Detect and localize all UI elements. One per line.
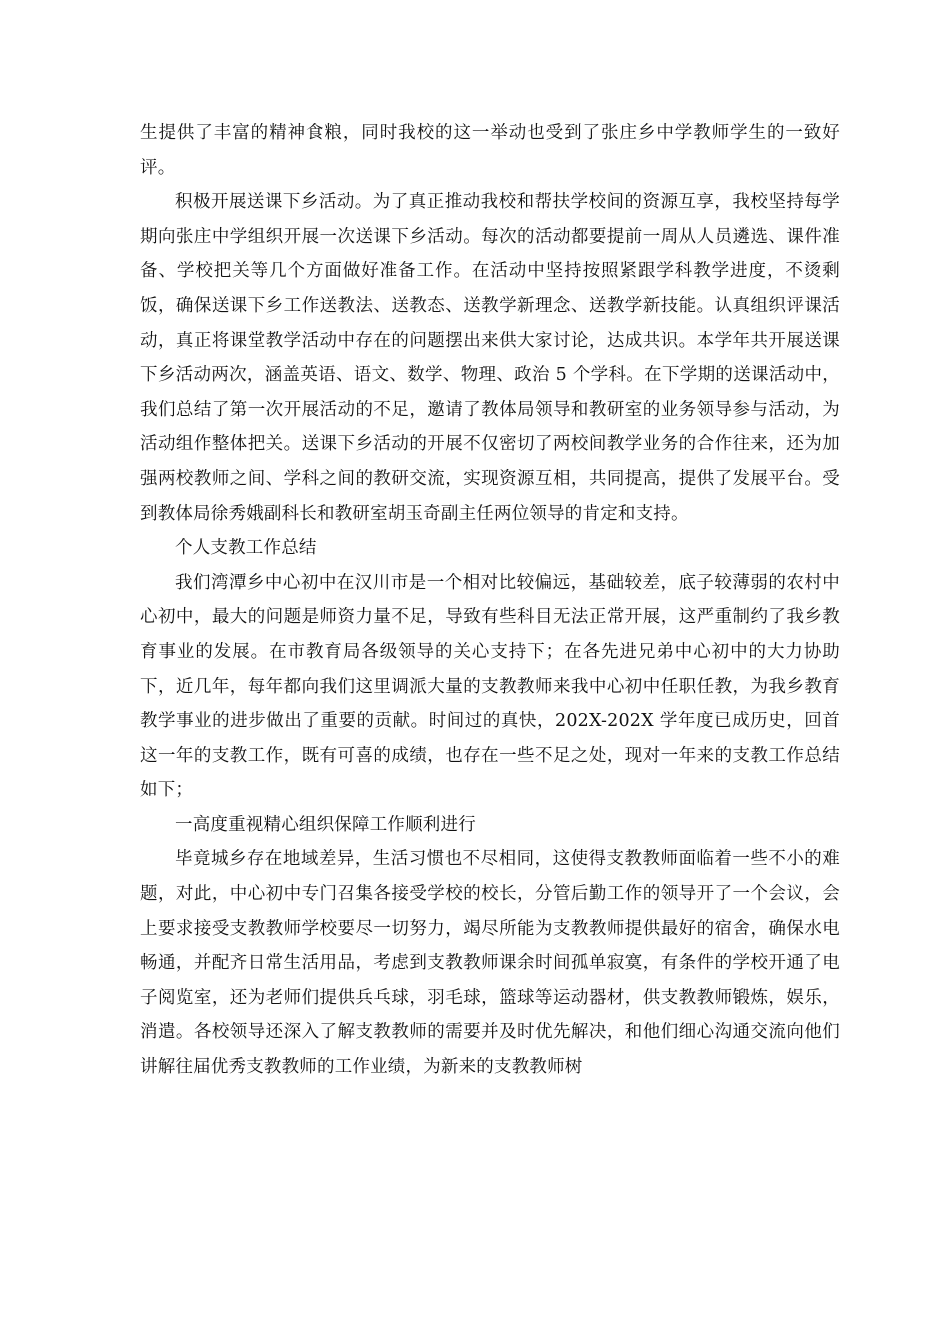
section-heading-organization: 一高度重视精心组织保障工作顺利进行 [175, 814, 476, 835]
document-body [140, 116, 840, 1085]
paragraph-introduction: 我们湾潭乡中心初中在汉川市是一个相对比较偏远，基础较差，底子较薄弱的农村中心初中，最大的问题是师资力量不足，导致有些科目无法正常开展，这严重制约了我乡教育事业的发展。在市教育局各级领导的关心支持下；在各先进兄弟中心初中的大力协助下，近几年，每年都向我们这里调派大量的支教教师来我中心初中任职任教，为我乡教育教学事业的进步做出了重要的贡献。时间过的真快，202X-202X 学年度已成历史，回首这一年的支教工作，既有可喜的成绩，也存在一些不足之处，现对一年来的支教工作总结如下； [140, 572, 840, 801]
paragraph-continuation: 生提供了丰富的精神食粮，同时我校的这一举动也受到了张庄乡中学教师学生的一致好评。 [140, 123, 840, 178]
section-heading-summary: 个人支教工作总结 [175, 538, 317, 559]
paragraph-organization: 毕竟城乡存在地域差异，生活习惯也不尽相同，这使得支教教师面临着一些不小的难题，对此，中心初中专门召集各接受学校的校长，分管后勤工作的领导开了一个会议，会上要求接受支教教师学校要尽一切努力，竭尽所能为支教教师提供最好的宿舍，确保水电畅通，并配齐日常生活用品，考虑到支教教师课余时间孤单寂寞，有条件的学校开通了电子阅览室，还为老师们提供兵乓球，羽毛球，篮球等运动器材，供支教教师锻炼，娱乐，消遣。各校领导还深入了解支教教师的需要并及时优先解决，和他们细心沟通交流向他们讲解往届优秀支教教师的工作业绩，为新来的支教教师树 [140, 849, 840, 1078]
paragraph-send-lessons: 积极开展送课下乡活动。为了真正推动我校和帮扶学校间的资源互享，我校坚持每学期向张庄中学组织开展一次送课下乡活动。每次的活动都要提前一周从人员遴选、课件准备、学校把关等几个方面做好准备工作。在活动中坚持按照紧跟学科教学进度，不烫剩饭，确保送课下乡工作送教法、送教态、送教学新理念、送教学新技能。认真组织评课活动，真正将课堂教学活动中存在的问题摆出来供大家讨论，达成共识。本学年共开展送课下乡活动两次，涵盖英语、语文、数学、物理、政治 5 个学科。在下学期的送课活动中，我们总结了第一次开展活动的不足，邀请了教体局领导和教研室的业务领导参与活动，为活动组作整体把关。送课下乡活动的开展不仅密切了两校间教学业务的合作往来，还为加强两校教师之间、学科之间的教研交流，实现资源互相，共同提高，提供了发展平台。受到教体局徐秀娥副科长和教研室胡玉奇副主任两位领导的肯定和支持。 [140, 192, 840, 524]
